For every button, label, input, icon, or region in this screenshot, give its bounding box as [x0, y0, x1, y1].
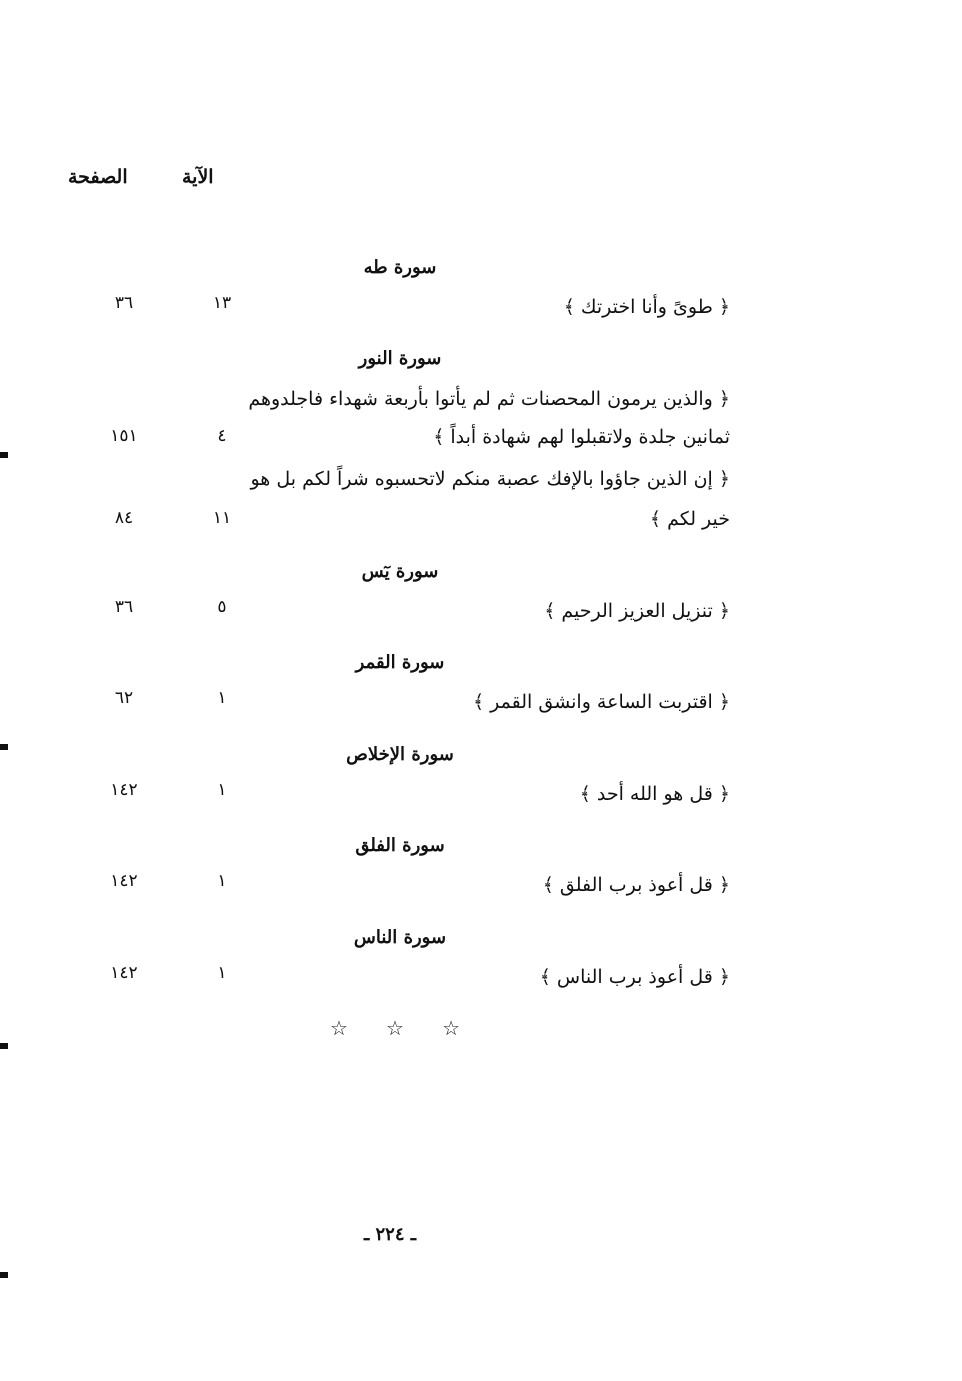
page-footer-number: ـ ٢٢٤ ـ — [363, 1224, 417, 1245]
verse-line: ﴿ إن الذين جاؤوا بالإفك عصبة منكم لاتحسبوه شراً لكم بل هو — [250, 468, 730, 490]
page-number: ١٤٢ — [110, 780, 138, 800]
page-number: ٦٢ — [114, 688, 134, 708]
scan-mark — [0, 452, 8, 458]
verse-line: خير لكم ﴾ — [649, 508, 730, 530]
ayah-column-header: الآية — [182, 166, 214, 188]
page-number: ١٤٢ — [110, 963, 138, 983]
ayah-number: ١ — [217, 871, 227, 891]
star-icon: ☆ — [330, 1016, 348, 1040]
scan-mark — [0, 1272, 8, 1278]
star-icon: ☆ — [386, 1016, 404, 1040]
ayah-number: ١١ — [212, 508, 232, 528]
ayah-number: ١ — [217, 780, 227, 800]
ayah-number: ٥ — [217, 597, 227, 617]
ayah-number: ١ — [217, 688, 227, 708]
ayah-number: ٤ — [217, 426, 227, 446]
page-number: ١٥١ — [110, 426, 138, 446]
ayah-number: ١٣ — [212, 293, 232, 313]
page-number: ٨٤ — [114, 508, 134, 528]
verse-line: ﴿ اقتربت الساعة وانشق القمر ﴾ — [472, 691, 730, 713]
verse-line: ثمانين جلدة ولاتقبلوا لهم شهادة أبداً ﴾ — [433, 426, 730, 448]
verse-line: ﴿ والذين يرمون المحصنات ثم لم يأتوا بأربعة شهداء فاجلدوهم — [248, 388, 730, 410]
surah-heading: سورة الفلق — [355, 835, 445, 856]
verse-line: ﴿ طوىً وأنا اخترتك ﴾ — [563, 296, 730, 318]
scan-mark — [0, 744, 8, 750]
verse-line: ﴿ قل هو الله أحد ﴾ — [579, 783, 730, 805]
scan-mark — [0, 1043, 8, 1049]
page-column-header: الصفحة — [68, 166, 128, 188]
ayah-number: ١ — [217, 963, 227, 983]
surah-heading: سورة طه — [363, 257, 437, 278]
page-number: ٣٦ — [114, 597, 134, 617]
page-number: ٣٦ — [114, 293, 134, 313]
surah-heading: سورة الإخلاص — [346, 744, 454, 765]
verse-line: ﴿ قل أعوذ برب الفلق ﴾ — [542, 874, 730, 896]
surah-heading: سورة القمر — [355, 652, 445, 673]
verse-line: ﴿ قل أعوذ برب الناس ﴾ — [539, 966, 730, 988]
star-icon: ☆ — [442, 1016, 460, 1040]
surah-heading: سورة النور — [358, 348, 442, 369]
page-number: ١٤٢ — [110, 871, 138, 891]
surah-heading: سورة الناس — [353, 927, 447, 948]
surah-heading: سورة يٓس — [361, 561, 439, 582]
verse-line: ﴿ تنزيل العزيز الرحيم ﴾ — [544, 600, 730, 622]
star-divider — [330, 1016, 460, 1040]
